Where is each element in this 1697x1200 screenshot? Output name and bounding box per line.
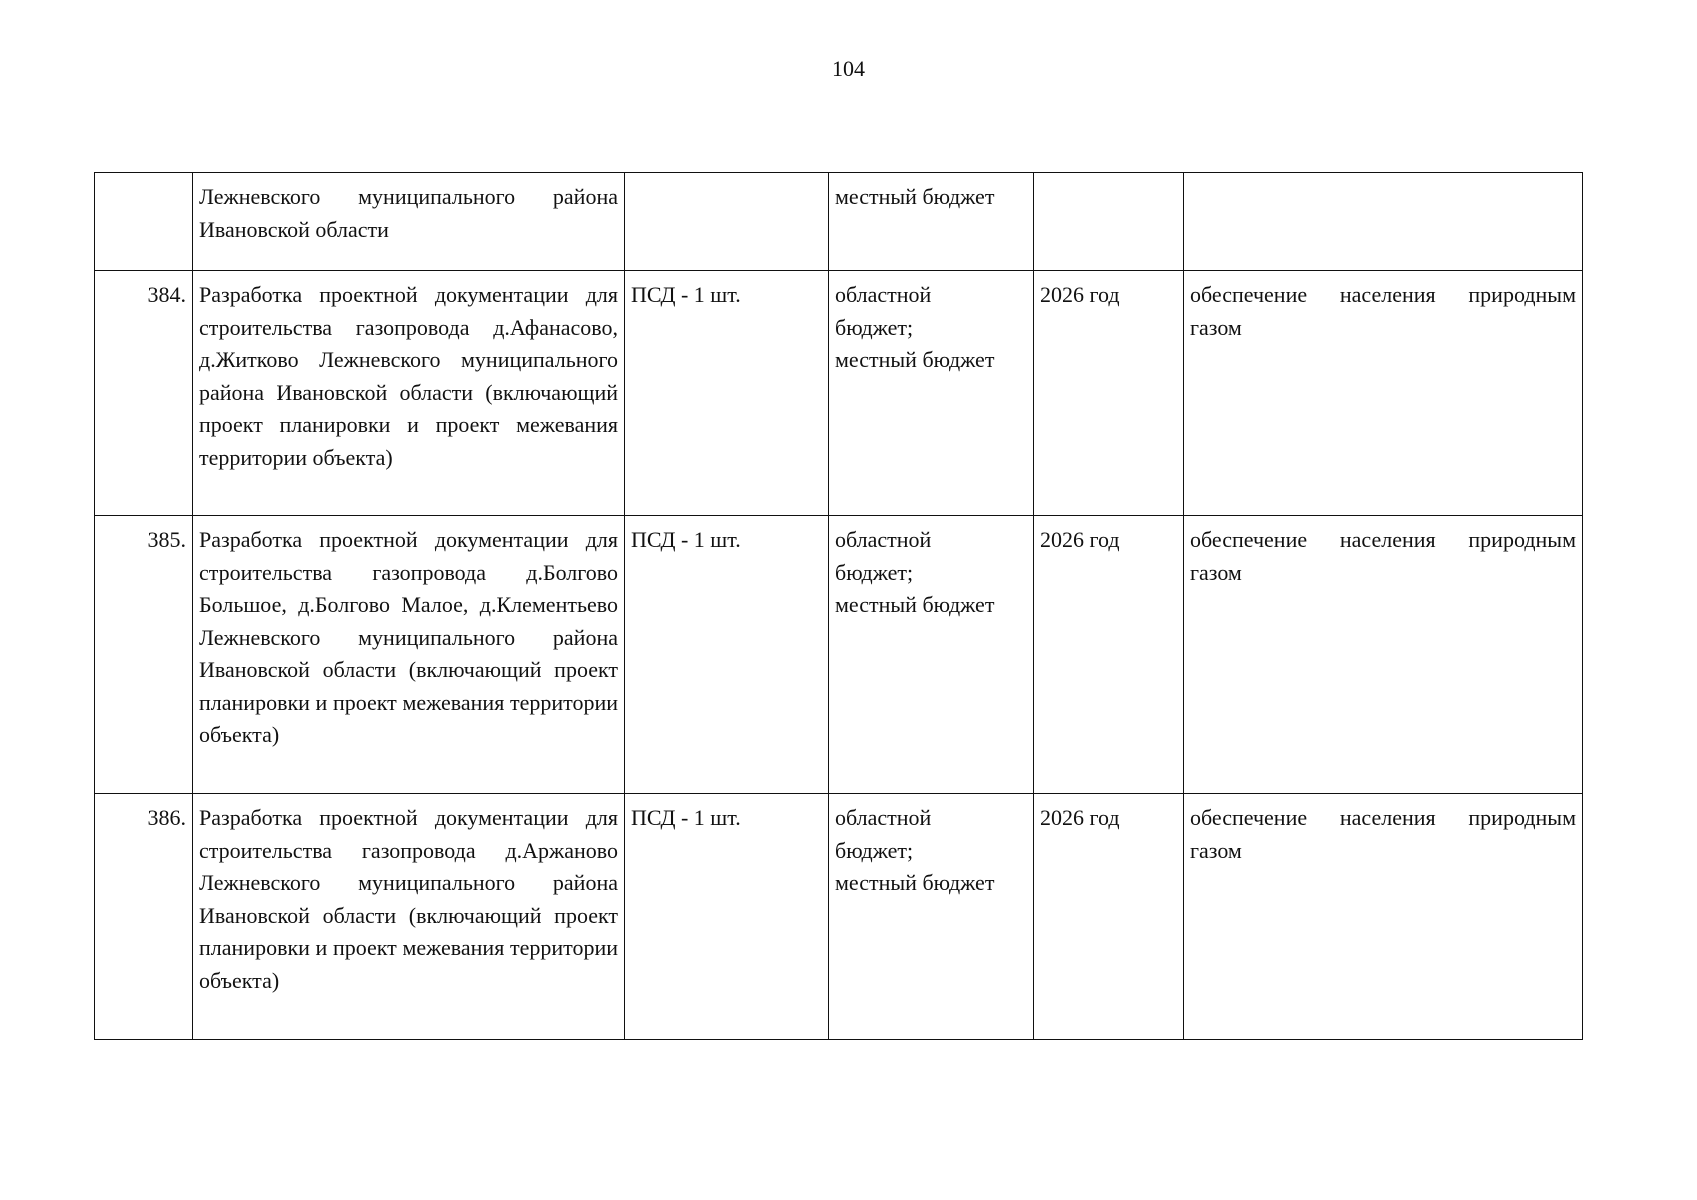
- funding-source-line: бюджет;: [835, 837, 914, 863]
- funding-source-line: бюджет;: [835, 559, 914, 585]
- measure-name-cell: Разработка проектной документации для строительства газопровода д.Аржаново Лежневского муниципального района Ивановской области (включающий проект планировки и проект межевания территории объекта): [193, 794, 625, 1040]
- program-table: [94, 172, 1583, 1040]
- term-cell: [1034, 173, 1184, 271]
- table-row-continuation: [95, 173, 1583, 271]
- funding-source-line: местный бюджет: [835, 184, 995, 209]
- result-cell: ПСД - 1 шт.: [625, 794, 829, 1040]
- table-row: [95, 271, 1583, 516]
- table-row: [95, 516, 1583, 794]
- row-number-cell: 384.: [95, 271, 193, 516]
- funding-source-line: областной: [835, 282, 932, 307]
- term-cell: 2026 год: [1034, 516, 1184, 794]
- funding-source-cell: [829, 271, 1034, 516]
- funding-source-cell: [829, 516, 1034, 794]
- page-number: 104: [832, 56, 865, 81]
- funding-source-line: областной: [835, 805, 932, 830]
- funding-source-cell: [829, 794, 1034, 1040]
- effect-cell: обеспечение населения природным газом: [1184, 794, 1583, 1040]
- term-cell: 2026 год: [1034, 794, 1184, 1040]
- measure-name-cell: Разработка проектной документации для строительства газопровода д.Афанасово, д.Житково Лежневского муниципального района Ивановской области (включающий проект планировки и проект межевания территории объекта): [193, 271, 625, 516]
- effect-cell: [1184, 173, 1583, 271]
- funding-source-line: местный бюджет: [835, 870, 995, 895]
- term-cell: 2026 год: [1034, 271, 1184, 516]
- effect-cell: обеспечение населения природным газом: [1184, 516, 1583, 794]
- result-cell: [625, 173, 829, 271]
- measure-name-cell: Лежневского муниципального района Ивановской области: [193, 173, 625, 271]
- row-number-cell: 386.: [95, 794, 193, 1040]
- funding-source-line: областной: [835, 527, 932, 552]
- row-number-cell: 385.: [95, 516, 193, 794]
- table-row: [95, 794, 1583, 1040]
- effect-cell: обеспечение населения природным газом: [1184, 271, 1583, 516]
- funding-source-line: местный бюджет: [835, 592, 995, 617]
- funding-source-cell: [829, 173, 1034, 271]
- result-cell: ПСД - 1 шт.: [625, 516, 829, 794]
- row-number-cell: [95, 173, 193, 271]
- result-cell: ПСД - 1 шт.: [625, 271, 829, 516]
- funding-source-line: местный бюджет: [835, 347, 995, 372]
- funding-source-line: бюджет;: [835, 314, 914, 340]
- measure-name-cell: Разработка проектной документации для строительства газопровода д.Болгово Большое, д.Болгово Малое, д.Клементьево Лежневского муниципального района Ивановской области (включающий проект планировки и проект межевания территории объекта): [193, 516, 625, 794]
